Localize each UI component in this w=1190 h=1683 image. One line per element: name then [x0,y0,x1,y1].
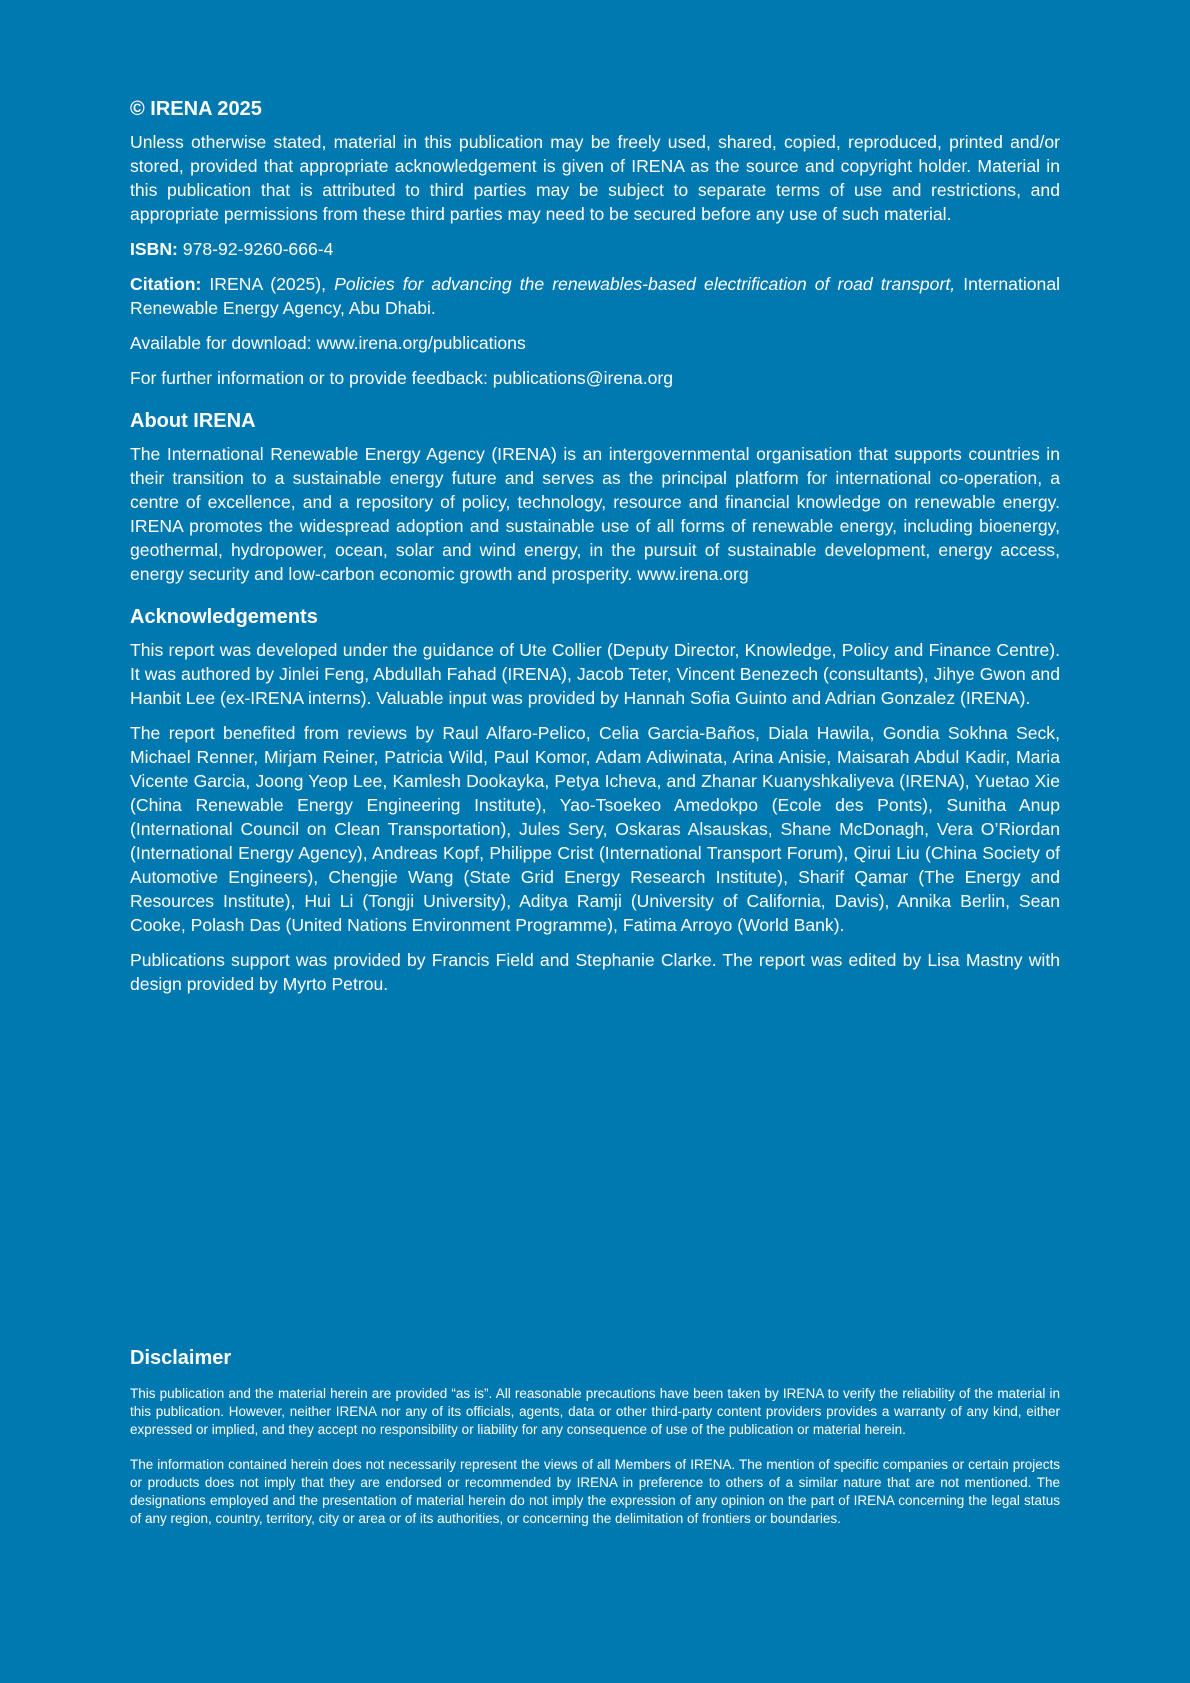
isbn-value: 978-92-9260-666-4 [182,239,334,259]
copyright-heading: © IRENA 2025 [130,98,262,120]
about-heading: About IRENA [130,410,256,432]
about-body: The International Renewable Energy Agency (IRENA) is an intergovernmental organisation that supports countries in their transition to a sustainable energy future and serves as the principal platform for international co-operation, a centre of excellence, and a repository of policy, technology, resource and financial knowledge on renewable energy. IRENA promotes the widespread adoption and sustainable use of all forms of renewable energy, including bioenergy, geothermal, hydropower, ocean, solar and wind energy, in the pursuit of sustainable development, energy access, energy security and low-carbon economic growth and prosperity. www.irena.org [130,444,1060,584]
disclaimer-paragraph: This publication and the material herein are provided “as is”. All reasonable precautions have been taken by IRENA to verify the reliability of the material in this publication. However, neither IRENA nor any of its officials, agents, data or other third-party content providers provides a warranty of any kind, either expressed or implied, and they accept no responsibility or liability for any consequence of use of the publication or material herein. [130,1386,1060,1437]
publication-info [130,96,1060,1007]
isbn-label: ISBN: [130,239,178,259]
about-section [130,408,1060,586]
citation-line [130,272,1060,320]
acknowledgements-heading: Acknowledgements [130,606,318,628]
disclaimer-paragraph: The information contained herein does not necessarily represent the views of all Members of IRENA. The mention of specific companies or certain projects or products does not imply that they are endorsed or recommended by IRENA in preference to others of a similar nature that are not mentioned. The designations employed and the presentation of material herein do not imply the expression of any opinion on the part of IRENA concerning the legal status of any region, country, territory, city or area or of its authorities, or concerning the delimitation of frontiers or boundaries. [130,1457,1060,1526]
acknowledgements-paragraph: This report was developed under the guidance of Ute Collier (Deputy Director, Knowledge, Policy and Finance Centre). It was authored by Jinlei Feng, Abdullah Fahad (IRENA), Jacob Teter, Vincent Benezech (consultants), Jihye Gwon and Hanbit Lee (ex-IRENA interns). Valuable input was provided by Hannah Sofia Guinto and Adrian Gonzalez (IRENA). [130,640,1060,708]
acknowledgements-paragraph: The report benefited from reviews by Raul Alfaro-Pelico, Celia Garcia-Baños, Diala Hawila, Gondia Sokhna Seck, Michael Renner, Mirjam Reiner, Patricia Wild, Paul Komor, Adam Adiwinata, Arina Anisie, Maisarah Abdul Kadir, Maria Vicente Garcia, Joong Yeop Lee, Kamlesh Dookayka, Petya Icheva, and Zhanar Kuanyshkaliyeva (IRENA), Yuetao Xie (China Renewable Energy Engineering Institute), Yao-Tsoekeo Amedokpo (Ecole des Ponts), Sunitha Anup (International Council on Clean Transportation), Jules Sery, Oskaras Alsauskas, Shane McDonagh, Vera O’Riordan (International Energy Agency), Andreas Kopf, Philippe Crist (International Transport Forum), Qirui Liu (China Society of Automotive Engineers), Chengjie Wang (State Grid Energy Research Institute), Sharif Qamar (The Energy and Resources Institute), Hui Li (Tongji University), Aditya Ramji (University of California, Davis), Annika Berlin, Sean Cooke, Polash Das (United Nations Environment Programme), Fatima Arroyo (World Bank). [130,723,1060,935]
citation-title: Policies for advancing the renewables-based electrification of road transport, [334,274,956,294]
feedback-line: For further information or to provide feedback: publications@irena.org [130,368,674,388]
citation-prefix: IRENA (2025), [209,274,327,294]
acknowledgements-section [130,604,1060,996]
acknowledgements-paragraph: Publications support was provided by Francis Field and Stephanie Clarke. The report was edited by Lisa Mastny with design provided by Myrto Petrou. [130,950,1060,994]
disclaimer-heading: Disclaimer [130,1347,232,1369]
citation-suffix: International Renewable Energy Agency, Abu Dhabi. [130,274,1061,318]
copyright-notice: Unless otherwise stated, material in this publication may be freely used, shared, copied, reproduced, printed and/or stored, provided that appropriate acknowledgement is given of IRENA as the source and copyright holder. Material in this publication that is attributed to third parties may be subject to separate terms of use and restrictions, and appropriate permissions from these third parties may need to be secured before any use of such material. [130,132,1060,224]
isbn-line [130,237,1060,261]
citation-label: Citation: [130,274,202,294]
download-line: Available for download: www.irena.org/publications [130,333,526,353]
disclaimer-section [130,1345,1060,1545]
